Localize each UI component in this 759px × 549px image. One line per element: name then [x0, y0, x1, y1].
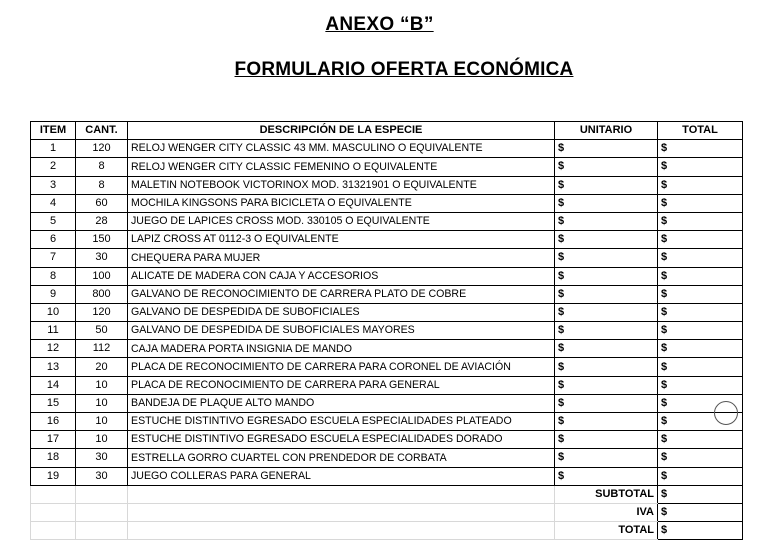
table-row: [31, 194, 743, 212]
unit-price-field[interactable]: $: [555, 194, 658, 212]
col-header-item: ITEM: [31, 122, 76, 140]
item-description: RELOJ WENGER CITY CLASSIC 43 MM. MASCULINO O EQUIVALENTE: [128, 140, 555, 158]
table-row: [31, 303, 743, 321]
item-number: 2: [31, 158, 76, 176]
summary-spacer: [128, 522, 555, 540]
item-number: 10: [31, 303, 76, 321]
unit-price-field[interactable]: $: [555, 467, 658, 485]
table-row: [31, 212, 743, 230]
total-price-field[interactable]: $: [658, 413, 743, 431]
form-title: FORMULARIO OFERTA ECONÓMICA: [234, 59, 574, 80]
annex-title: ANEXO “B”: [325, 14, 434, 35]
item-description: ESTUCHE DISTINTIVO EGRESADO ESCUELA ESPECIALIDADES PLATEADO: [128, 413, 555, 431]
item-quantity: 28: [76, 212, 128, 230]
table-row: [31, 158, 743, 176]
summary-row: [31, 522, 743, 540]
total-price-field[interactable]: $: [658, 467, 743, 485]
total-price-field[interactable]: $: [658, 194, 743, 212]
summary-spacer: [76, 522, 128, 540]
annex-title-container: [0, 14, 759, 36]
summary-row: [31, 503, 743, 521]
item-description: CHEQUERA PARA MUJER: [128, 249, 555, 267]
table-row: [31, 376, 743, 394]
table-header-row: [31, 122, 743, 140]
total-price-field[interactable]: $: [658, 212, 743, 230]
item-quantity: 10: [76, 394, 128, 412]
total-price-field[interactable]: $: [658, 394, 743, 412]
unit-price-field[interactable]: $: [555, 449, 658, 467]
unit-price-field[interactable]: $: [555, 158, 658, 176]
unit-price-field[interactable]: $: [555, 340, 658, 358]
col-header-unit-price: UNITARIO: [555, 122, 658, 140]
unit-price-field[interactable]: $: [555, 303, 658, 321]
total-price-field[interactable]: $: [658, 285, 743, 303]
unit-price-field[interactable]: $: [555, 249, 658, 267]
summary-spacer: [31, 485, 76, 503]
item-description: GALVANO DE RECONOCIMIENTO DE CARRERA PLATO DE COBRE: [128, 285, 555, 303]
col-header-qty: CANT.: [76, 122, 128, 140]
item-description: JUEGO DE LAPICES CROSS MOD. 330105 O EQUIVALENTE: [128, 212, 555, 230]
unit-price-field[interactable]: $: [555, 140, 658, 158]
total-price-field[interactable]: $: [658, 158, 743, 176]
table-row: [31, 467, 743, 485]
item-description: ESTRELLA GORRO CUARTEL CON PRENDEDOR DE CORBATA: [128, 449, 555, 467]
item-number: 3: [31, 176, 76, 194]
total-price-field[interactable]: $: [658, 231, 743, 249]
item-description: MOCHILA KINGSONS PARA BICICLETA O EQUIVALENTE: [128, 194, 555, 212]
total-price-field[interactable]: $: [658, 176, 743, 194]
item-quantity: 10: [76, 413, 128, 431]
item-description: PLACA DE RECONOCIMIENTO DE CARRERA PARA GENERAL: [128, 376, 555, 394]
total-price-field[interactable]: $: [658, 449, 743, 467]
item-number: 19: [31, 467, 76, 485]
item-number: 17: [31, 431, 76, 449]
item-description: BANDEJA DE PLAQUE ALTO MANDO: [128, 394, 555, 412]
unit-price-field[interactable]: $: [555, 212, 658, 230]
unit-price-field[interactable]: $: [555, 431, 658, 449]
total-price-field[interactable]: $: [658, 140, 743, 158]
item-description: ESTUCHE DISTINTIVO EGRESADO ESCUELA ESPECIALIDADES DORADO: [128, 431, 555, 449]
item-quantity: 30: [76, 249, 128, 267]
item-number: 11: [31, 322, 76, 340]
item-quantity: 30: [76, 449, 128, 467]
item-number: 4: [31, 194, 76, 212]
item-quantity: 150: [76, 231, 128, 249]
item-description: CAJA MADERA PORTA INSIGNIA DE MANDO: [128, 340, 555, 358]
item-description: LAPIZ CROSS AT 0112-3 O EQUIVALENTE: [128, 231, 555, 249]
item-number: 15: [31, 394, 76, 412]
item-quantity: 20: [76, 358, 128, 376]
item-number: 9: [31, 285, 76, 303]
item-description: GALVANO DE DESPEDIDA DE SUBOFICIALES MAYORES: [128, 322, 555, 340]
summary-label: SUBTOTAL: [555, 485, 658, 503]
item-description: GALVANO DE DESPEDIDA DE SUBOFICIALES: [128, 303, 555, 321]
summary-label: TOTAL: [555, 522, 658, 540]
item-quantity: 10: [76, 376, 128, 394]
table-row: [31, 140, 743, 158]
item-number: 5: [31, 212, 76, 230]
table-row: [31, 231, 743, 249]
offer-table: [30, 121, 743, 540]
total-price-field[interactable]: $: [658, 267, 743, 285]
summary-spacer: [128, 503, 555, 521]
table-row: [31, 285, 743, 303]
summary-spacer: [76, 503, 128, 521]
total-price-field[interactable]: $: [658, 431, 743, 449]
unit-price-field[interactable]: $: [555, 285, 658, 303]
item-quantity: 50: [76, 322, 128, 340]
summary-spacer: [31, 503, 76, 521]
item-quantity: 112: [76, 340, 128, 358]
table-row: [31, 413, 743, 431]
item-number: 12: [31, 340, 76, 358]
summary-value-field[interactable]: $: [658, 522, 743, 540]
table-row: [31, 176, 743, 194]
summary-spacer: [31, 522, 76, 540]
item-number: 6: [31, 231, 76, 249]
summary-value-field[interactable]: $: [658, 503, 743, 521]
item-description: ALICATE DE MADERA CON CAJA Y ACCESORIOS: [128, 267, 555, 285]
summary-body: [31, 485, 743, 540]
item-quantity: 100: [76, 267, 128, 285]
item-number: 18: [31, 449, 76, 467]
item-quantity: 120: [76, 140, 128, 158]
unit-price-field[interactable]: $: [555, 413, 658, 431]
item-description: RELOJ WENGER CITY CLASSIC FEMENINO O EQUIVALENTE: [128, 158, 555, 176]
summary-row: [31, 485, 743, 503]
table-row: [31, 358, 743, 376]
total-price-field[interactable]: $: [658, 340, 743, 358]
item-number: 16: [31, 413, 76, 431]
table-row: [31, 249, 743, 267]
table-row: [31, 431, 743, 449]
item-number: 14: [31, 376, 76, 394]
item-number: 7: [31, 249, 76, 267]
item-number: 13: [31, 358, 76, 376]
total-price-field[interactable]: $: [658, 376, 743, 394]
item-quantity: 8: [76, 176, 128, 194]
total-price-field[interactable]: $: [658, 249, 743, 267]
unit-price-field[interactable]: $: [555, 176, 658, 194]
col-header-total: TOTAL: [658, 122, 743, 140]
summary-spacer: [128, 485, 555, 503]
item-quantity: 800: [76, 285, 128, 303]
unit-price-field[interactable]: $: [555, 394, 658, 412]
item-quantity: 120: [76, 303, 128, 321]
item-quantity: 10: [76, 431, 128, 449]
item-quantity: 8: [76, 158, 128, 176]
unit-price-field[interactable]: $: [555, 267, 658, 285]
unit-price-field[interactable]: $: [555, 358, 658, 376]
summary-label: IVA: [555, 503, 658, 521]
total-price-field[interactable]: $: [658, 303, 743, 321]
unit-price-field[interactable]: $: [555, 322, 658, 340]
table-row: [31, 267, 743, 285]
item-description: PLACA DE RECONOCIMIENTO DE CARRERA PARA CORONEL DE AVIACIÓN: [128, 358, 555, 376]
table-row: [31, 322, 743, 340]
table-row: [31, 394, 743, 412]
summary-value-field[interactable]: $: [658, 485, 743, 503]
item-number: 8: [31, 267, 76, 285]
item-quantity: 60: [76, 194, 128, 212]
summary-spacer: [76, 485, 128, 503]
form-title-container: [0, 59, 759, 81]
col-header-description: DESCRIPCIÓN DE LA ESPECIE: [128, 122, 555, 140]
item-description: MALETIN NOTEBOOK VICTORINOX MOD. 31321901 O EQUIVALENTE: [128, 176, 555, 194]
item-number: 1: [31, 140, 76, 158]
table-row: [31, 340, 743, 358]
unit-price-field[interactable]: $: [555, 231, 658, 249]
total-price-field[interactable]: $: [658, 358, 743, 376]
item-quantity: 30: [76, 467, 128, 485]
table-row: [31, 449, 743, 467]
hole-punch-mark: [714, 401, 738, 425]
item-description: JUEGO COLLERAS PARA GENERAL: [128, 467, 555, 485]
table-body: [31, 140, 743, 486]
unit-price-field[interactable]: $: [555, 376, 658, 394]
total-price-field[interactable]: $: [658, 322, 743, 340]
